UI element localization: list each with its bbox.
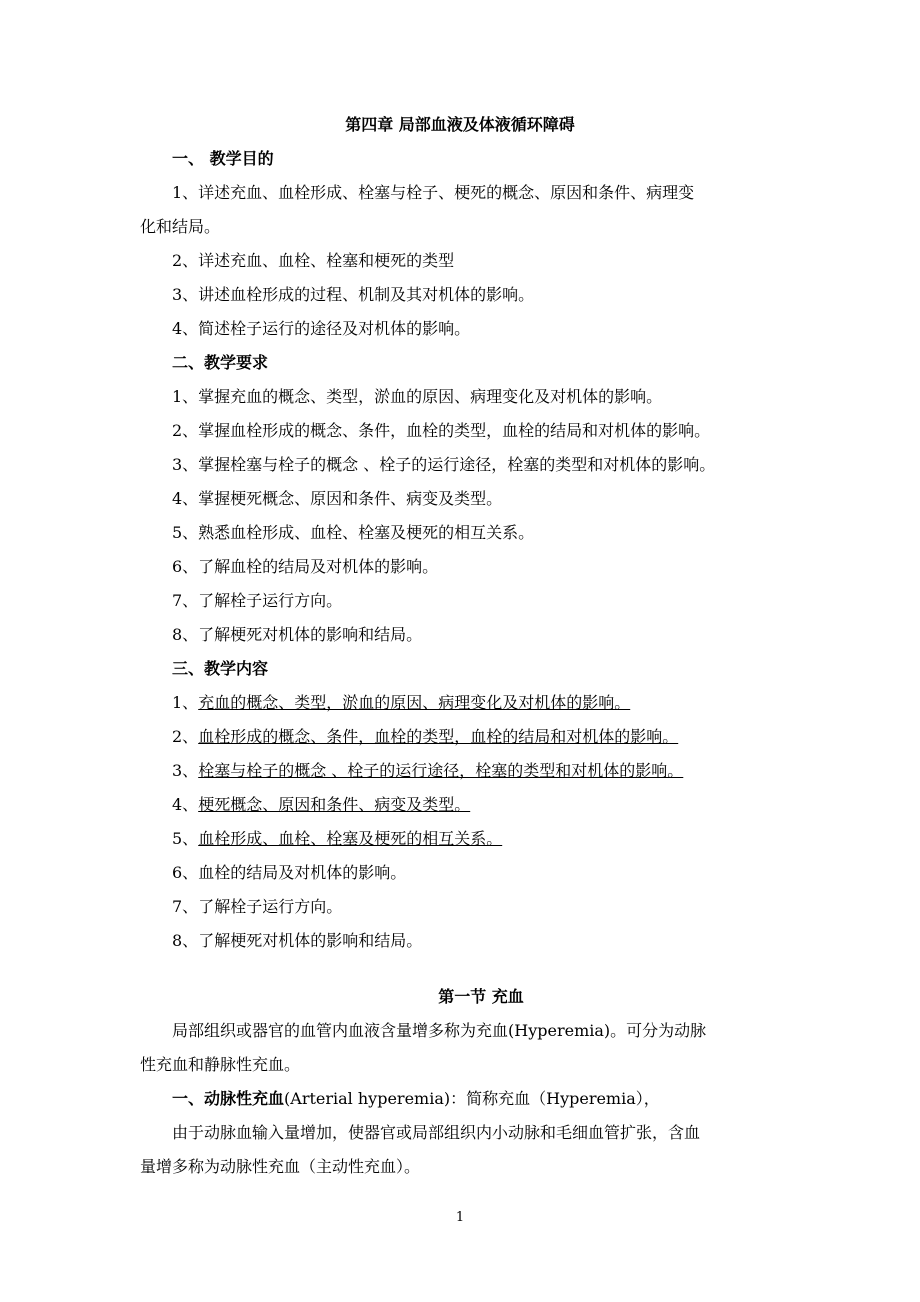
content-item bbox=[172, 828, 822, 850]
arterial-paragraph-continuation: 量增多称为动脉性充血（主动性充血）。 bbox=[140, 1157, 421, 1176]
content-item-text: 栓塞与栓子的概念 、栓子的运行途径，栓塞的类型和对机体的影响。 bbox=[198, 761, 684, 780]
requirement-item: 2、掌握血栓形成的概念、条件，血栓的类型，血栓的结局和对机体的影响。 bbox=[172, 421, 711, 440]
content-item bbox=[172, 930, 822, 952]
intro-paragraph-continuation: 性充血和静脉性充血。 bbox=[140, 1055, 301, 1074]
content-item-number: 7、 bbox=[172, 897, 199, 916]
requirement-item: 3、掌握栓塞与栓子的概念 、栓子的运行途径，栓塞的类型和对机体的影响。 bbox=[172, 455, 716, 474]
chapter-title: 第四章 局部血液及体液循环障碍 bbox=[345, 115, 575, 134]
content-item-text: 了解梗死对机体的影响和结局。 bbox=[198, 931, 423, 950]
content-item-number: 2、 bbox=[172, 727, 199, 746]
content-item bbox=[172, 862, 822, 884]
section-title: 第一节 充血 bbox=[438, 987, 524, 1006]
arterial-paragraph: 由于动脉血输入量增加，使器官或局部组织内小动脉和毛细血管扩张，含血 bbox=[172, 1123, 701, 1142]
content-item-text: 了解栓子运行方向。 bbox=[198, 897, 343, 916]
content-item-number: 5、 bbox=[172, 829, 199, 848]
requirement-item: 5、熟悉血栓形成、血栓、栓塞及梗死的相互关系。 bbox=[172, 523, 535, 542]
arterial-hyperemia-subtitle: (Arterial hyperemia)：简称充血（Hyperemia）， bbox=[284, 1089, 660, 1108]
intro-paragraph: 局部组织或器官的血管内血液含量增多称为充血(Hyperemia)。可分为动脉 bbox=[172, 1021, 707, 1040]
heading-teaching-content: 三、教学内容 bbox=[172, 659, 269, 678]
content-item-text: 血栓的结局及对机体的影响。 bbox=[198, 863, 407, 882]
content-item bbox=[172, 760, 822, 782]
goal-item: 4、简述栓子运行的途径及对机体的影响。 bbox=[172, 319, 471, 338]
content-item-text: 血栓形成、血栓、栓塞及梗死的相互关系。 bbox=[198, 829, 503, 848]
content-item-number: 8、 bbox=[172, 931, 199, 950]
content-item bbox=[172, 726, 822, 748]
goal-item: 3、讲述血栓形成的过程、机制及其对机体的影响。 bbox=[172, 285, 535, 304]
requirement-item: 7、了解栓子运行方向。 bbox=[172, 591, 343, 610]
arterial-hyperemia-title: 一、动脉性充血 bbox=[172, 1089, 285, 1108]
heading-teaching-goals: 一、 教学目的 bbox=[172, 149, 274, 168]
goal-item: 1、详述充血、血栓形成、栓塞与栓子、梗死的概念、原因和条件、病理变 bbox=[172, 183, 695, 202]
content-item bbox=[172, 794, 822, 816]
content-item-text: 血栓形成的概念、条件，血栓的类型，血栓的结局和对机体的影响。 bbox=[198, 727, 679, 746]
content-item-text: 梗死概念、原因和条件、病变及类型。 bbox=[198, 795, 471, 814]
content-item-number: 1、 bbox=[172, 693, 199, 712]
content-item-text: 充血的概念、类型，淤血的原因、病理变化及对机体的影响。 bbox=[198, 693, 631, 712]
requirement-item: 8、了解梗死对机体的影响和结局。 bbox=[172, 625, 423, 644]
content-item-number: 6、 bbox=[172, 863, 199, 882]
goal-item: 2、详述充血、血栓、栓塞和梗死的类型 bbox=[172, 251, 455, 270]
content-item bbox=[172, 896, 822, 918]
requirement-item: 1、掌握充血的概念、类型，淤血的原因、病理变化及对机体的影响。 bbox=[172, 387, 663, 406]
requirement-item: 6、了解血栓的结局及对机体的影响。 bbox=[172, 557, 439, 576]
arterial-hyperemia-heading bbox=[172, 1088, 822, 1110]
requirement-item: 4、掌握梗死概念、原因和条件、病变及类型。 bbox=[172, 489, 503, 508]
content-item-number: 3、 bbox=[172, 761, 199, 780]
page-number: 1 bbox=[455, 1210, 465, 1225]
goal-item-continuation: 化和结局。 bbox=[140, 217, 221, 236]
heading-teaching-requirements: 二、教学要求 bbox=[172, 353, 269, 372]
content-item bbox=[172, 692, 822, 714]
content-item-number: 4、 bbox=[172, 795, 199, 814]
